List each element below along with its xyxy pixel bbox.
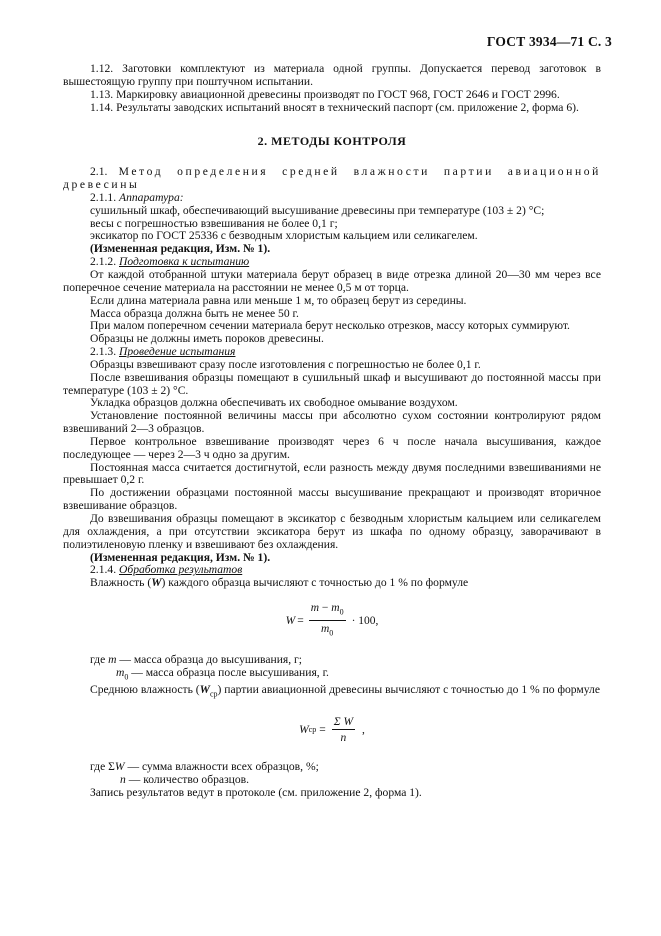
- variable-m: m: [310, 602, 319, 615]
- test-text: Укладка образцов должна обеспечивать их свободное омывание воздухом.: [90, 396, 458, 410]
- preparation-text: Если длина материала равна или меньше 1 м, то образец берут из середины.: [90, 293, 467, 307]
- test-text: Установление постоянной величины массы при абсолютно сухом состоянии контролируют рядом взвешиваний 2—3 образцов.: [63, 409, 601, 436]
- legend-line: [63, 667, 601, 684]
- formula-numerator: [309, 602, 346, 621]
- formula-denominator: [319, 621, 335, 640]
- apparatus-item: эксикатор по ГОСТ 25336 с безводным хлористым кальцием или селикагелем.: [90, 229, 478, 243]
- variable-m: m: [108, 653, 117, 667]
- moisture-formula: [63, 602, 601, 640]
- text-fragment: Среднюю влажность (: [90, 683, 200, 697]
- clause-heading: Аппаратура:: [119, 190, 184, 204]
- paragraph-2-1: [63, 166, 601, 192]
- clause-number: 2.1.4.: [90, 563, 117, 577]
- subscript: 0: [339, 607, 344, 617]
- apparatus-item: сушильный шкаф, обеспечивающий высушивание древесины при температуре (103 ± 2) °С;: [90, 203, 545, 217]
- clause-heading: Метод определения средней влажности партии авиационной древесины: [63, 165, 601, 192]
- legend-line: [63, 774, 601, 787]
- text-fragment: где Σ: [90, 760, 115, 774]
- text-fragment: ) партии авиационной древесины вычисляют с точностью до 1 % по формуле: [217, 683, 600, 697]
- minus-sign: −: [319, 602, 332, 615]
- paragraph-1-13: 1.13. Маркировку авиационной древесины производят по ГОСТ 968, ГОСТ 2646 и ГОСТ 2996.: [90, 87, 560, 101]
- clause-number: 2.1.1.: [90, 190, 117, 204]
- clause-number: 2.1.2.: [90, 255, 117, 269]
- formula-fraction: [332, 716, 355, 746]
- apparatus-item: весы с погрешностью взвешивания не более 0,1 г;: [90, 216, 338, 230]
- text-fragment: где: [90, 653, 109, 667]
- text-fragment: — сумма влажности всех образцов, %;: [124, 760, 319, 774]
- paragraph-2-1-1: [63, 192, 601, 205]
- formula-lhs: W: [299, 723, 309, 736]
- test-text: По достижении образцами постоянной массы высушивание прекращают и производят вторичное взвешивание образцов.: [63, 486, 601, 513]
- formula-tail: ,: [362, 723, 365, 736]
- clause-heading: Подготовка к испытанию: [119, 255, 250, 269]
- formula-fraction: [309, 602, 346, 640]
- text-fragment: — масса образца до высушивания, г;: [116, 653, 302, 667]
- preparation-text: Масса образца должна быть не менее 50 г.: [90, 306, 299, 320]
- revision-note: (Измененная редакция, Изм. № 1).: [90, 550, 271, 564]
- variable-w: W: [199, 683, 210, 697]
- preparation-text: При малом поперечном сечении материала берут несколько отрезков, массу которых суммируют.: [90, 319, 570, 333]
- variable-m0: m: [320, 623, 330, 636]
- formula-equals: =: [319, 723, 326, 736]
- formula-equals: =: [297, 614, 304, 627]
- test-text: Первое контрольное взвешивание производят через 6 ч после начала высушивания, каждое последующее — через 2—3 ч одно за другим.: [63, 434, 601, 461]
- processing-text: [63, 577, 601, 590]
- text-fragment: ) каждого образца вычисляют с точностью до 1 % по формуле: [161, 576, 469, 590]
- variable-m0: m: [116, 666, 125, 680]
- text-fragment: — масса образца после высушивания, г.: [128, 666, 329, 680]
- processing-text: [63, 684, 601, 701]
- document-body: [63, 63, 601, 800]
- test-text: После взвешивания образцы помещают в сушильный шкаф и высушивают до постоянной массы при температуре (103 ± 2) °С.: [63, 370, 601, 397]
- clause-number: 2.1.: [90, 165, 108, 179]
- average-moisture-formula: [63, 716, 601, 746]
- revision-note: (Измененная редакция, Изм. № 1).: [90, 242, 271, 256]
- section-title: 2. МЕТОДЫ КОНТРОЛЯ: [257, 134, 407, 149]
- preparation-text: От каждой отобранной штуки материала берут образец в виде отрезка длиной 20—30 мм через все поперечное сечение материала на расстоянии не менее 0,5 м от торца.: [63, 267, 601, 294]
- variable-w: W: [114, 760, 125, 774]
- clause-heading: Обработка результатов: [119, 563, 243, 577]
- subscript: ср: [308, 724, 317, 734]
- formula-lhs: W: [285, 614, 296, 627]
- page-header: ГОСТ 3934—71 С. 3: [486, 34, 612, 49]
- subscript: 0: [124, 672, 129, 682]
- paragraph-1-12: 1.12. Заготовки комплектуют из материала одной группы. Допускается перевод заготовок в вышестоящую группу при поштучном испытании.: [63, 62, 601, 88]
- variable-n: n: [120, 773, 126, 787]
- variable-w: W: [151, 576, 162, 590]
- final-note: Запись результатов ведут в протоколе (см. приложение 2, форма 1).: [90, 785, 422, 799]
- clause-heading: Проведение испытания: [119, 345, 236, 359]
- test-text: Образцы взвешивают сразу после изготовления с погрешностью не более 0,1 г.: [90, 357, 481, 371]
- paragraph-2-1-3: [63, 346, 601, 359]
- paragraph-1-14: 1.14. Результаты заводских испытаний вносят в технический паспорт (см. приложение 2, форма 6).: [90, 100, 579, 114]
- preparation-text: Образцы не должны иметь пороков древесины.: [90, 332, 324, 346]
- clause-number: 2.1.3.: [90, 345, 117, 359]
- test-text: До взвешивания образцы помещают в эксикатор с безводным хлористым кальцием или селикагелем для охлаждения, а при отсутствии эксикатора берут из шкафа по одному образцу, заворачивают в полиэтиленовую пленку и взвешивают без охлаждения.: [63, 512, 601, 551]
- text-fragment: Влажность (: [90, 576, 152, 590]
- formula-denominator: n: [340, 732, 347, 745]
- text-fragment: — количество образцов.: [125, 773, 250, 787]
- test-text: Постоянная масса считается достигнутой, если разность между двумя последними взвешиваниями не превышает 0,2 г.: [63, 460, 601, 487]
- subscript: 0: [329, 628, 334, 638]
- formula-tail: · 100,: [351, 614, 379, 627]
- variable-m0: m: [331, 602, 340, 615]
- subscript: ср: [209, 689, 218, 699]
- formula-numerator: Σ W: [332, 716, 355, 731]
